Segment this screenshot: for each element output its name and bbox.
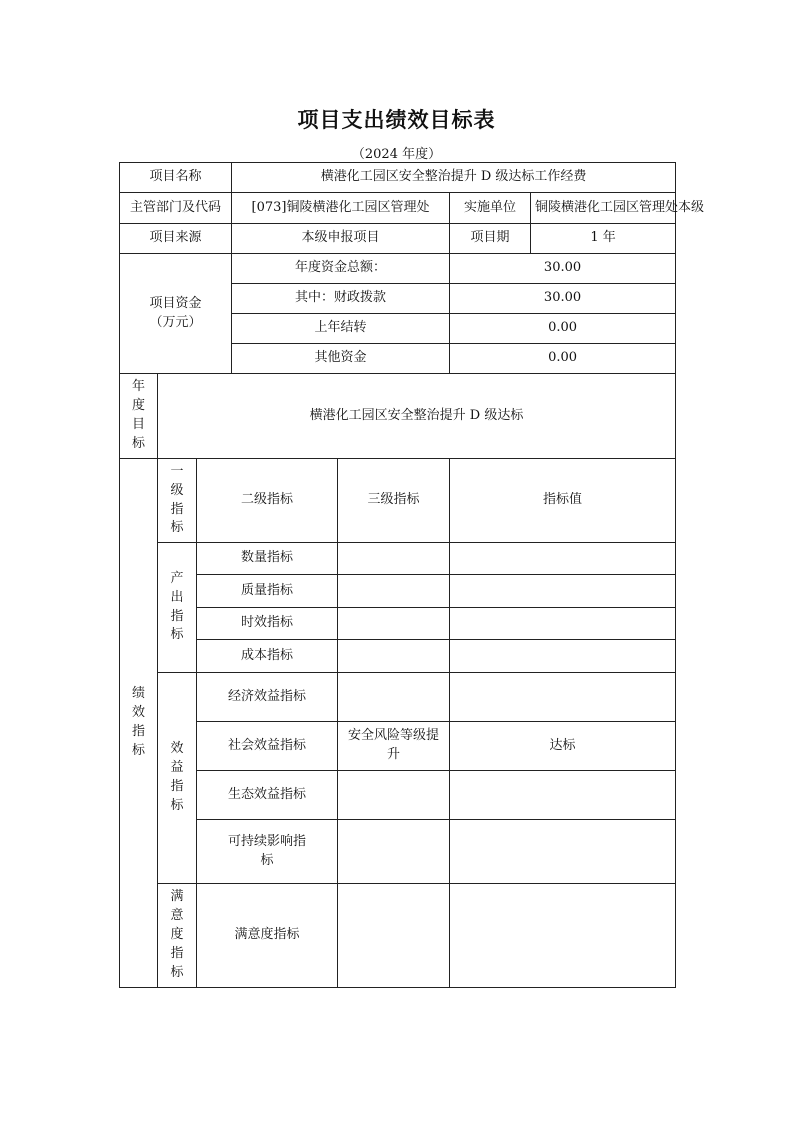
ecological-value	[450, 771, 676, 820]
cost-indicator: 成本指标	[197, 640, 338, 673]
economic-value	[450, 673, 676, 722]
sustainable-level3	[338, 820, 450, 884]
row-output-cost	[120, 640, 676, 673]
satisfaction-indicator: 满意度指标	[197, 884, 338, 988]
funds-label: 项目资金	[149, 295, 202, 311]
benefit-indicator-label: 效 益 指 标	[158, 673, 197, 884]
row-benefit-sustainable	[120, 820, 676, 884]
economic-level3	[338, 673, 450, 722]
funds-carry-value: 0.00	[450, 314, 676, 344]
annual-goal-value: 横港化工园区安全整治提升 D 级达标	[158, 374, 676, 459]
performance-goal-table	[119, 162, 705, 988]
output-indicator-label: 产 出 指 标	[158, 543, 197, 673]
satisfaction-value	[450, 884, 676, 988]
row-indicator-header	[120, 459, 676, 543]
implementing-unit-label: 实施单位	[450, 193, 531, 224]
quantity-level3	[338, 543, 450, 575]
funds-total-value: 30.00	[450, 254, 676, 284]
social-value: 达标	[450, 722, 676, 771]
funds-total-label: 年度资金总额：	[232, 254, 450, 284]
ecological-level3	[338, 771, 450, 820]
row-project-name	[120, 163, 676, 193]
cost-level3	[338, 640, 450, 673]
satisfaction-indicator-label: 满 意 度 指 标	[158, 884, 197, 988]
performance-indicator-label: 绩 效 指 标	[120, 459, 158, 988]
quality-level3	[338, 575, 450, 608]
funds-fiscal-label: 其中：财政拨款	[232, 284, 450, 314]
ecological-indicator: 生态效益指标	[197, 771, 338, 820]
funds-unit: （万元）	[149, 314, 202, 330]
department-label: 主管部门及代码	[120, 193, 232, 224]
source-value: 本级申报项目	[232, 224, 450, 254]
quantity-indicator: 数量指标	[197, 543, 338, 575]
period-label: 项目期	[450, 224, 531, 254]
cost-value	[450, 640, 676, 673]
row-output-quality	[120, 575, 676, 608]
level1-header: 一 级 指 标	[158, 459, 197, 543]
annual-goal-label: 年 度 目 标	[120, 374, 158, 459]
sustainable-indicator: 可持续影响指标	[197, 820, 338, 884]
page-title: 项目支出绩效目标表	[297, 108, 496, 132]
source-label: 项目来源	[120, 224, 232, 254]
row-source	[120, 224, 676, 254]
period-value: 1 年	[531, 224, 676, 254]
funds-fiscal-value: 30.00	[450, 284, 676, 314]
sustainable-value	[450, 820, 676, 884]
timeliness-value	[450, 608, 676, 640]
row-output-quantity	[120, 543, 676, 575]
funds-other-value: 0.00	[450, 344, 676, 374]
quantity-value	[450, 543, 676, 575]
project-name-label: 项目名称	[120, 163, 232, 193]
row-benefit-social	[120, 722, 676, 771]
row-satisfaction	[120, 884, 676, 988]
row-department	[120, 193, 676, 224]
project-name-value: 横港化工园区安全整治提升 D 级达标工作经费	[232, 163, 676, 193]
economic-indicator: 经济效益指标	[197, 673, 338, 722]
timeliness-level3	[338, 608, 450, 640]
level2-header: 二级指标	[197, 459, 338, 543]
department-value: [073]铜陵横港化工园区管理处	[232, 193, 450, 224]
row-benefit-economic	[120, 673, 676, 722]
timeliness-indicator: 时效指标	[197, 608, 338, 640]
row-annual-goal	[120, 374, 676, 459]
quality-value	[450, 575, 676, 608]
level3-header: 三级指标	[338, 459, 450, 543]
value-header: 指标值	[450, 459, 676, 543]
social-level3: 安全风险等级提升	[338, 722, 450, 771]
funds-other-label: 其他资金	[232, 344, 450, 374]
funds-carry-label: 上年结转	[232, 314, 450, 344]
social-indicator: 社会效益指标	[197, 722, 338, 771]
row-funds-total	[120, 254, 676, 284]
funds-label-cell	[120, 254, 232, 374]
fiscal-year: （2024 年度）	[351, 147, 442, 162]
row-output-timeliness	[120, 608, 676, 640]
quality-indicator: 质量指标	[197, 575, 338, 608]
row-benefit-ecological	[120, 771, 676, 820]
satisfaction-level3	[338, 884, 450, 988]
implementing-unit-value: 铜陵横港化工园区管理处本级	[531, 193, 676, 224]
